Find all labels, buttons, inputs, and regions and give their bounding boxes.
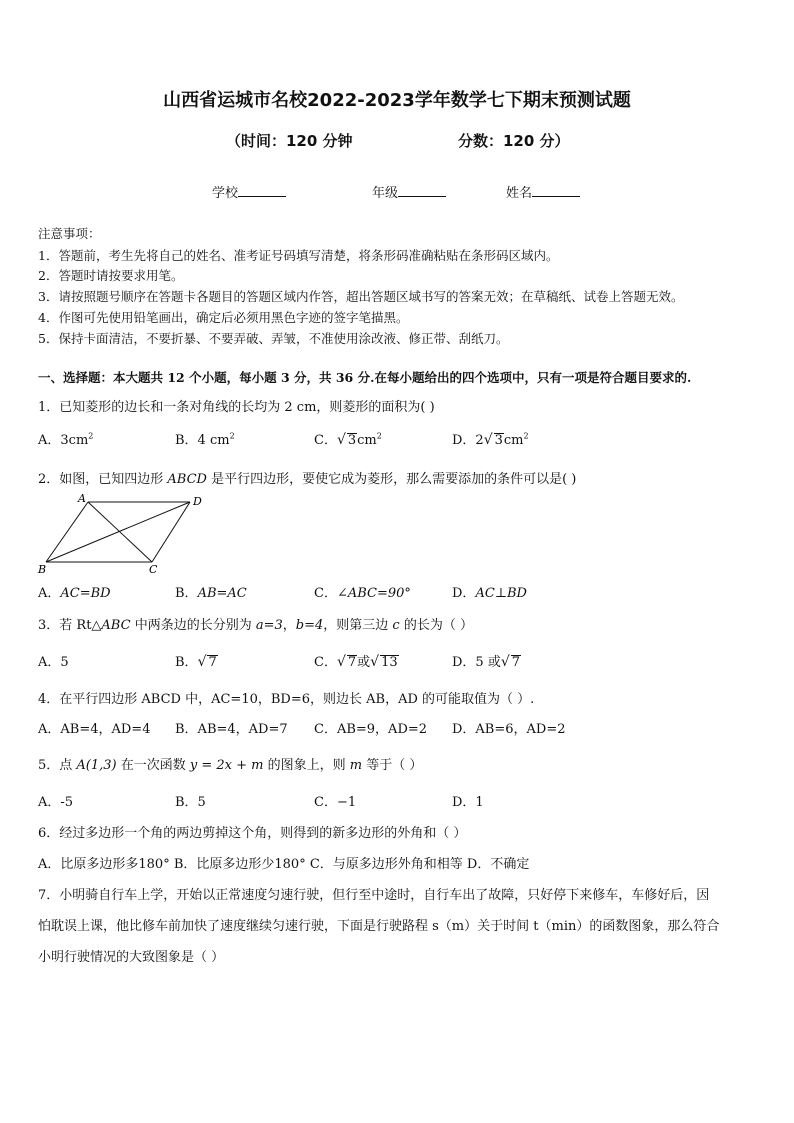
school-blank[interactable] <box>238 184 286 197</box>
q2-option-a[interactable]: A．AC=BD <box>38 586 111 601</box>
sqrt-icon: √ <box>370 654 380 670</box>
grade-field <box>372 182 446 201</box>
q3-option-d[interactable]: D．5 或√ 7 <box>452 654 521 670</box>
parallelogram-figure <box>36 492 216 576</box>
q4-stem: 4．在平行四边形 ABCD 中，AC=10，BD=6，则边长 AB，AD 的可能取值为（ ）. <box>38 692 535 707</box>
note-item-3: 3．请按照题号顺序在答题卡各题目的答题区域内作答，超出答题区域书写的答案无效；在草稿纸、试卷上答题无效。 <box>38 289 684 304</box>
note-item-2: 2．答题时请按要求用笔。 <box>38 268 184 283</box>
vertex-label-a: A <box>78 492 86 505</box>
name-blank[interactable] <box>532 184 580 197</box>
exam-time: （时间：120 分钟 <box>226 132 353 150</box>
name-label: 姓名 <box>506 186 533 201</box>
exam-title: 山西省运城市名校2022-2023学年数学七下期末预测试题 <box>163 90 631 111</box>
q1-option-a[interactable]: A．$3cm^2$ <box>38 431 94 448</box>
school-field <box>212 182 286 201</box>
q1-option-c[interactable]: C．√ $3cm^2$ <box>314 431 382 448</box>
sqrt-icon: √ <box>483 432 493 448</box>
q3-option-b[interactable]: B．√ 7 <box>175 654 217 670</box>
sqrt-icon: √ <box>500 654 510 670</box>
q1-option-b[interactable]: B．4 $cm^2$ <box>175 431 235 448</box>
sqrt-icon: √ <box>336 654 346 670</box>
q1-option-d[interactable]: D．2√ $3cm^2$ <box>452 431 529 448</box>
q7-line-2: 怕耽误上课，他比修车前加快了速度继续匀速行驶，下面是行驶路程 s（m）关于时间 t（min）的函数图象，那么符合 <box>38 919 720 934</box>
q4-option-a[interactable]: A．AB=4，AD=4 <box>38 722 151 737</box>
q6-options[interactable]: A．比原多边形多180° B．比原多边形少180° C．与原多边形外角和相等 D．不确定 <box>38 857 530 872</box>
q4-option-d[interactable]: D．AB=6，AD=2 <box>452 722 566 737</box>
q2-stem: 2．如图，已知四边形 ABCD 是平行四边形，要使它成为菱形，那么需要添加的条件可以是( ) <box>38 472 577 487</box>
q1-stem: 1．已知菱形的边长和一条对角线的长均为 2 cm，则菱形的面积为( ) <box>38 400 435 415</box>
exam-score: 分数：120 分） <box>458 132 570 150</box>
vertex-label-b: B <box>38 563 47 576</box>
q5-option-b[interactable]: B．5 <box>175 795 206 810</box>
q3-stem: 3．若 Rt△ABC 中两条边的长分别为 a=3，b=4，则第三边 c 的长为（ ） <box>38 618 473 633</box>
vertex-label-c: C <box>149 563 158 576</box>
q3-option-c[interactable]: C．√ 7或√ 13 <box>314 654 398 670</box>
q5-option-d[interactable]: D．1 <box>452 795 484 810</box>
sqrt-icon: √ <box>197 654 207 670</box>
q6-stem: 6．经过多边形一个角的两边剪掉这个角，则得到的新多边形的外角和（ ） <box>38 826 467 841</box>
q2-option-b[interactable]: B．AB=AC <box>175 586 247 601</box>
notes-heading: 注意事项： <box>38 226 101 241</box>
grade-blank[interactable] <box>398 184 446 197</box>
section-one-heading: 一、选择题：本大题共 12 个小题，每小题 3 分，共 36 分.在每小题给出的四个选项中，只有一项是符合题目要求的. <box>38 370 692 385</box>
q2-option-c[interactable]: C．∠ABC=90° <box>314 586 411 601</box>
q7-line-1: 7．小明骑自行车上学，开始以正常速度匀速行驶，但行至中途时，自行车出了故障，只好停下来修车，车修好后，因 <box>38 888 710 903</box>
name-field <box>506 182 580 201</box>
sqrt-icon: √ <box>336 432 346 448</box>
vertex-label-d: D <box>193 495 202 508</box>
q3-option-a[interactable]: A．5 <box>38 655 69 670</box>
q7-line-3: 小明行驶情况的大致图象是（ ） <box>38 950 225 965</box>
diagonal-ac <box>88 502 152 562</box>
q5-stem: 5．点 A(1,3) 在一次函数 y = 2x + m 的图象上，则 m 等于（ ） <box>38 758 423 773</box>
edge-dc <box>152 502 190 562</box>
school-label: 学校 <box>212 186 239 201</box>
note-item-1: 1．答题前，考生先将自己的姓名、准考证号码填写清楚，将条形码准确粘贴在条形码区域内。 <box>38 248 559 263</box>
grade-label: 年级 <box>372 186 399 201</box>
q5-option-a[interactable]: A．-5 <box>38 795 74 810</box>
q5-option-c[interactable]: C．−1 <box>314 795 357 810</box>
q4-option-c[interactable]: C．AB=9，AD=2 <box>314 722 428 737</box>
q2-option-d[interactable]: D．AC⊥BD <box>452 586 527 601</box>
note-item-5: 5．保持卡面清洁，不要折暴、不要弄破、弄皱，不准使用涂改液、修正带、刮纸刀。 <box>38 331 509 346</box>
note-item-4: 4．作图可先使用铅笔画出，确定后必须用黑色字迹的签字笔描黑。 <box>38 310 409 325</box>
q4-option-b[interactable]: B．AB=4，AD=7 <box>175 722 288 737</box>
